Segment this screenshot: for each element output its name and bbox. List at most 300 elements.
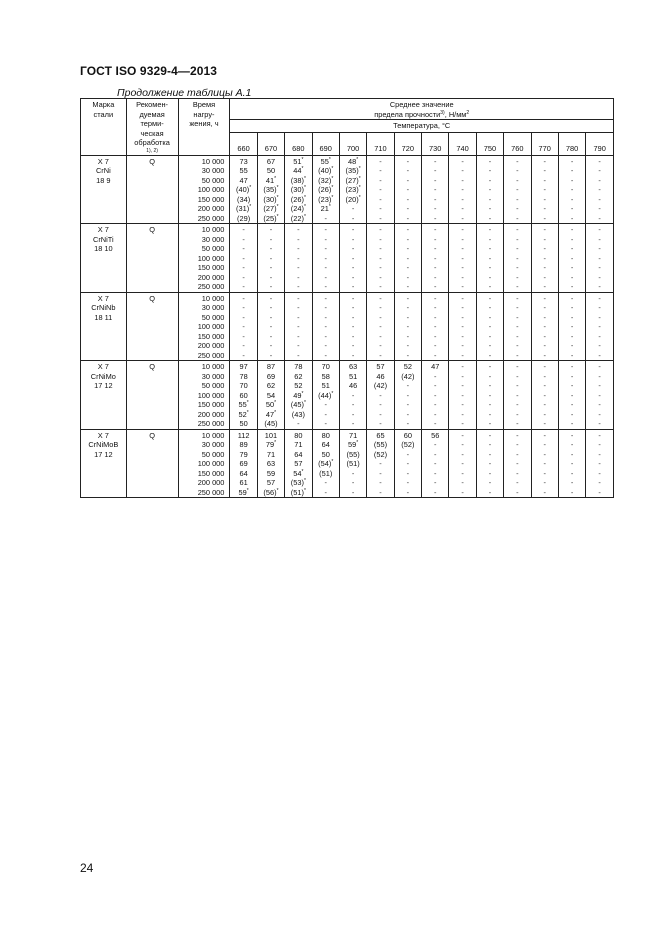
strength-value: - bbox=[543, 253, 546, 263]
strength-cell-740 bbox=[449, 224, 476, 293]
strength-value: - bbox=[516, 371, 519, 381]
temperature-header-670: 670 bbox=[257, 132, 284, 155]
strength-value: - bbox=[379, 350, 382, 360]
strength-value: - bbox=[488, 272, 492, 282]
load-time-value: 200 000 bbox=[197, 409, 225, 419]
strength-value: - bbox=[461, 331, 464, 341]
strength-value: - bbox=[379, 185, 382, 194]
strength-value: (31)* bbox=[236, 204, 252, 213]
temperature-header-700: 700 bbox=[339, 132, 366, 155]
strength-value: - bbox=[406, 253, 410, 263]
strength-value: - bbox=[406, 487, 410, 497]
strength-value: - bbox=[543, 331, 546, 341]
strength-value: - bbox=[488, 409, 492, 419]
strength-value: 64 bbox=[321, 440, 330, 449]
strength-value: - bbox=[543, 468, 546, 478]
strength-value: - bbox=[269, 244, 273, 253]
strength-value: 69 bbox=[239, 459, 248, 468]
strength-value: - bbox=[570, 225, 574, 234]
strength-cell-710 bbox=[367, 292, 394, 361]
strength-value: - bbox=[433, 156, 437, 166]
strength-value: - bbox=[598, 362, 601, 371]
strength-value: - bbox=[379, 390, 382, 400]
load-time-value: 100 000 bbox=[197, 322, 225, 331]
strength-value: - bbox=[297, 253, 300, 263]
strength-cell-710 bbox=[367, 361, 394, 430]
strength-value: - bbox=[543, 225, 546, 234]
strength-value: - bbox=[570, 350, 574, 360]
strength-value: - bbox=[269, 312, 273, 322]
strength-value: - bbox=[461, 293, 464, 303]
temperature-header-690: 690 bbox=[312, 132, 339, 155]
strength-value: - bbox=[324, 400, 327, 409]
load-time-value: 250 000 bbox=[197, 213, 225, 223]
strength-cell-720 bbox=[394, 429, 421, 498]
strength-value: - bbox=[598, 185, 601, 194]
strength-cell-710 bbox=[367, 155, 394, 224]
strength-value: - bbox=[433, 390, 437, 400]
table-body bbox=[81, 155, 614, 498]
strength-value: - bbox=[351, 341, 355, 350]
strength-value: 89 bbox=[239, 440, 248, 449]
strength-value: - bbox=[351, 272, 355, 282]
strength-value: - bbox=[351, 409, 355, 419]
strength-value: - bbox=[570, 213, 574, 223]
strength-value: - bbox=[570, 468, 574, 478]
strength-value: (20)* bbox=[345, 194, 361, 204]
load-time-value: 50 000 bbox=[201, 449, 225, 459]
strength-value: (51)* bbox=[290, 487, 306, 497]
strength-value: - bbox=[543, 244, 546, 253]
temperature-header-790: 790 bbox=[586, 132, 614, 155]
header-strength-unit: , Н/мм bbox=[444, 109, 467, 119]
strength-value: - bbox=[570, 166, 574, 175]
strength-value: (25)* bbox=[263, 213, 279, 223]
strength-value: 71 bbox=[348, 430, 358, 440]
strength-cell-720 bbox=[394, 361, 421, 430]
strength-value: - bbox=[516, 263, 519, 272]
strength-cell-670 bbox=[257, 224, 284, 293]
strength-value: (40)* bbox=[236, 185, 252, 194]
strength-value: - bbox=[570, 409, 574, 419]
strength-value: - bbox=[488, 419, 492, 428]
strength-cell-710 bbox=[367, 224, 394, 293]
strength-value: - bbox=[269, 341, 273, 350]
strength-cell-670 bbox=[257, 361, 284, 430]
strength-value: 49* bbox=[293, 390, 304, 400]
load-time-value: 10 000 bbox=[201, 293, 225, 303]
strength-value: - bbox=[461, 282, 464, 291]
load-time-value: 100 000 bbox=[197, 390, 225, 400]
strength-value: 52* bbox=[238, 409, 249, 419]
strength-value: - bbox=[406, 185, 410, 194]
strength-value: - bbox=[379, 263, 382, 272]
strength-cell-670 bbox=[257, 155, 284, 224]
strength-value: (45) bbox=[264, 419, 278, 428]
strength-cell-770 bbox=[531, 292, 558, 361]
strength-value: - bbox=[379, 487, 382, 497]
strength-value: 65 bbox=[376, 430, 385, 440]
strength-value: - bbox=[461, 487, 464, 497]
strength-value: - bbox=[543, 213, 546, 223]
strength-value: - bbox=[324, 303, 327, 312]
strength-value: - bbox=[516, 390, 519, 400]
page-number: 24 bbox=[80, 861, 94, 875]
strength-value: 87 bbox=[266, 362, 276, 371]
strength-value: - bbox=[488, 156, 492, 166]
strength-value: - bbox=[297, 303, 300, 312]
strength-value: - bbox=[406, 350, 410, 360]
strength-value: (40)* bbox=[318, 166, 334, 175]
strength-value: - bbox=[269, 350, 273, 360]
header-treatment bbox=[126, 99, 178, 156]
strength-value: - bbox=[570, 303, 574, 312]
strength-value: - bbox=[598, 253, 601, 263]
strength-value: - bbox=[379, 400, 382, 409]
strength-value: - bbox=[433, 185, 437, 194]
strength-value: - bbox=[516, 478, 519, 487]
strength-value: - bbox=[433, 204, 437, 213]
strength-value: (30)* bbox=[263, 194, 279, 204]
load-time-value: 50 000 bbox=[201, 312, 225, 322]
strength-value: 21* bbox=[320, 204, 331, 213]
strength-value: - bbox=[269, 272, 273, 282]
strength-cell-770 bbox=[531, 361, 558, 430]
strength-value: - bbox=[570, 331, 574, 341]
strength-value: - bbox=[242, 303, 245, 312]
strength-value: - bbox=[488, 487, 492, 497]
strength-value: - bbox=[269, 263, 273, 272]
strength-value: (52) bbox=[373, 449, 388, 459]
strength-value: - bbox=[406, 468, 410, 478]
strength-value: 50* bbox=[265, 400, 277, 409]
strength-value: (43) bbox=[291, 409, 305, 419]
strength-value: - bbox=[488, 381, 492, 390]
load-time-value: 200 000 bbox=[197, 341, 225, 350]
strength-value: - bbox=[461, 449, 464, 459]
strength-value: - bbox=[351, 293, 355, 303]
strength-value: - bbox=[516, 312, 519, 322]
strength-value: - bbox=[433, 282, 437, 291]
strength-cell-700 bbox=[339, 292, 366, 361]
strength-value: - bbox=[324, 341, 327, 350]
strength-value: - bbox=[433, 253, 437, 263]
strength-value: - bbox=[379, 282, 382, 291]
strength-value: - bbox=[351, 282, 355, 291]
temperature-header-710: 710 bbox=[367, 132, 394, 155]
strength-cell-670 bbox=[257, 429, 284, 498]
strength-value: - bbox=[543, 362, 546, 371]
strength-value: - bbox=[461, 244, 464, 253]
strength-value: 70 bbox=[321, 362, 330, 371]
strength-value: - bbox=[488, 322, 492, 331]
strength-value: - bbox=[379, 459, 382, 468]
load-time-value: 150 000 bbox=[197, 194, 225, 204]
strength-value: - bbox=[488, 440, 492, 449]
strength-value: - bbox=[379, 194, 382, 204]
strength-cell-760 bbox=[504, 224, 531, 293]
strength-value: - bbox=[351, 303, 355, 312]
strength-value: - bbox=[488, 390, 492, 400]
strength-value: - bbox=[516, 156, 519, 166]
strength-value: - bbox=[242, 350, 245, 360]
strength-value: 57 bbox=[266, 478, 276, 487]
strength-value: - bbox=[543, 440, 546, 449]
strength-value: - bbox=[598, 487, 601, 497]
strength-value: - bbox=[488, 430, 492, 440]
strength-value: - bbox=[379, 293, 382, 303]
strength-cell-740 bbox=[449, 155, 476, 224]
strength-value: - bbox=[598, 194, 601, 204]
strength-value: - bbox=[598, 331, 601, 341]
strength-value: - bbox=[488, 213, 492, 223]
strength-value: - bbox=[297, 312, 300, 322]
strength-cell-720 bbox=[394, 292, 421, 361]
strength-value: - bbox=[351, 419, 355, 428]
strength-value: - bbox=[598, 272, 601, 282]
strength-value: - bbox=[543, 487, 546, 497]
header-grade-label: Марка стали bbox=[92, 100, 115, 119]
strength-value: (24)* bbox=[290, 204, 306, 213]
load-time-value: 100 000 bbox=[197, 253, 225, 263]
load-time-value: 30 000 bbox=[201, 371, 225, 381]
strength-value: 57 bbox=[294, 459, 303, 468]
load-time-value: 250 000 bbox=[197, 487, 225, 497]
strength-value: - bbox=[488, 282, 492, 291]
strength-value: - bbox=[242, 244, 245, 253]
strength-value: - bbox=[433, 225, 437, 234]
strength-value: - bbox=[598, 175, 601, 185]
strength-value: - bbox=[433, 487, 437, 497]
strength-value: - bbox=[379, 322, 382, 331]
strength-value: - bbox=[406, 263, 410, 272]
strength-value: - bbox=[598, 371, 601, 381]
strength-value: - bbox=[461, 303, 464, 312]
strength-value: - bbox=[406, 213, 410, 223]
strength-value: - bbox=[406, 234, 410, 244]
strength-value: 64 bbox=[294, 449, 303, 459]
strength-value: - bbox=[488, 166, 492, 175]
strength-cell-670 bbox=[257, 292, 284, 361]
strength-value: - bbox=[598, 312, 601, 322]
temperature-header-740: 740 bbox=[449, 132, 476, 155]
header-treatment-label: Рекомен- дуемая терми- ческая обработка bbox=[134, 100, 170, 147]
strength-value: - bbox=[598, 166, 601, 175]
strength-value: - bbox=[516, 293, 519, 303]
strength-cell-680 bbox=[285, 429, 312, 498]
header-strength-unit-power: 2 bbox=[466, 109, 470, 116]
strength-value: - bbox=[570, 487, 574, 497]
strength-value: - bbox=[488, 194, 492, 204]
strength-value: 112 bbox=[237, 430, 250, 440]
strength-value: - bbox=[488, 341, 492, 350]
strength-value: 59* bbox=[238, 487, 249, 497]
header-time-label: Время нагру- жения, ч bbox=[189, 100, 219, 128]
strength-value: - bbox=[570, 381, 574, 390]
strength-value: - bbox=[406, 331, 410, 341]
strength-value: - bbox=[269, 322, 273, 331]
load-time-value: 10 000 bbox=[201, 362, 225, 371]
strength-value: - bbox=[488, 331, 492, 341]
strength-value: - bbox=[433, 272, 437, 282]
strength-value: - bbox=[461, 263, 464, 272]
load-time-value: 150 000 bbox=[197, 400, 225, 409]
strength-value: - bbox=[488, 400, 492, 409]
strength-value: 55* bbox=[238, 400, 249, 409]
strength-value: - bbox=[406, 390, 410, 400]
strength-cell-780 bbox=[558, 155, 585, 224]
header-strength-line2-wrap bbox=[230, 110, 613, 120]
strength-value: - bbox=[379, 272, 382, 282]
strength-value: - bbox=[242, 272, 245, 282]
strength-value: - bbox=[242, 322, 245, 331]
strength-value: - bbox=[488, 459, 492, 468]
strength-value: - bbox=[461, 185, 464, 194]
load-time-cell bbox=[178, 361, 230, 430]
strength-value: - bbox=[461, 409, 464, 419]
strength-value: (54)* bbox=[318, 459, 334, 468]
strength-value: - bbox=[242, 293, 245, 303]
strength-value: 79 bbox=[239, 449, 248, 459]
strength-value: - bbox=[543, 204, 546, 213]
treatment-cell: Q bbox=[126, 224, 178, 293]
strength-value: - bbox=[461, 175, 464, 185]
strength-value: 57 bbox=[376, 362, 385, 371]
load-time-cell bbox=[178, 429, 230, 498]
strength-value: - bbox=[297, 350, 300, 360]
strength-value: - bbox=[433, 440, 437, 449]
strength-value: - bbox=[406, 341, 410, 350]
strength-value: - bbox=[543, 371, 546, 381]
strength-value: - bbox=[461, 234, 464, 244]
strength-value: 63 bbox=[266, 459, 276, 468]
header-strength-line1: Среднее значение bbox=[389, 100, 454, 109]
strength-value: - bbox=[516, 468, 519, 478]
strength-value: - bbox=[570, 253, 574, 263]
strength-cell-730 bbox=[422, 155, 449, 224]
strength-value: 80 bbox=[294, 430, 303, 440]
strength-value: - bbox=[570, 312, 574, 322]
strength-value: - bbox=[543, 430, 546, 440]
load-time-value: 200 000 bbox=[197, 204, 225, 213]
strength-value: - bbox=[351, 213, 355, 223]
strength-value: - bbox=[488, 449, 492, 459]
strength-value: (30)* bbox=[290, 185, 306, 194]
strength-value: - bbox=[433, 194, 437, 204]
strength-value: - bbox=[488, 175, 492, 185]
strength-value: (51) bbox=[346, 459, 360, 468]
strength-value: 54 bbox=[266, 390, 276, 400]
strength-value: - bbox=[406, 244, 410, 253]
strength-value: - bbox=[461, 322, 464, 331]
strength-value: - bbox=[570, 263, 574, 272]
strength-value: - bbox=[598, 204, 601, 213]
strength-value: - bbox=[461, 341, 464, 350]
strength-value: - bbox=[379, 341, 382, 350]
treatment-cell: Q bbox=[126, 292, 178, 361]
strength-value: (32)* bbox=[318, 175, 334, 185]
strength-cell-700 bbox=[339, 224, 366, 293]
strength-value: - bbox=[543, 350, 546, 360]
strength-value: - bbox=[543, 419, 546, 428]
strength-value: - bbox=[598, 430, 601, 440]
load-time-value: 250 000 bbox=[197, 419, 225, 428]
strength-value: - bbox=[433, 468, 437, 478]
strength-value: - bbox=[461, 204, 464, 213]
strength-cell-710 bbox=[367, 429, 394, 498]
strength-value: - bbox=[461, 225, 464, 234]
strength-value: - bbox=[324, 312, 327, 322]
strength-value: 47 bbox=[239, 175, 248, 185]
strength-value: - bbox=[351, 331, 355, 341]
strength-value: - bbox=[379, 225, 382, 234]
strength-value: - bbox=[297, 341, 300, 350]
strength-value: - bbox=[324, 331, 327, 341]
strength-value: - bbox=[598, 303, 601, 312]
header-strength-line2: предела прочности bbox=[374, 109, 441, 119]
strength-value: (35)* bbox=[345, 166, 361, 175]
table-row bbox=[81, 361, 614, 430]
strength-value: 62 bbox=[266, 381, 276, 390]
strength-value: (26)* bbox=[290, 194, 306, 204]
strength-cell-700 bbox=[339, 155, 366, 224]
steel-grade-cell: X 7 CrNiTi 18 10 bbox=[81, 224, 127, 293]
strength-value: (42) bbox=[373, 381, 388, 390]
strength-value: - bbox=[598, 390, 601, 400]
strength-value: - bbox=[297, 272, 300, 282]
strength-value: 60 bbox=[239, 390, 248, 400]
load-time-value: 10 000 bbox=[201, 225, 225, 234]
strength-cell-660 bbox=[230, 224, 257, 293]
strength-cell-770 bbox=[531, 224, 558, 293]
temperature-header-680: 680 bbox=[285, 132, 312, 155]
strength-value: - bbox=[324, 225, 327, 234]
strength-value: - bbox=[516, 430, 519, 440]
load-time-value: 10 000 bbox=[201, 156, 225, 166]
strength-value: - bbox=[433, 312, 437, 322]
strength-value: - bbox=[297, 263, 300, 272]
strength-value: 51 bbox=[321, 381, 330, 390]
strength-value: - bbox=[543, 312, 546, 322]
strength-value: - bbox=[461, 213, 464, 223]
load-time-cell bbox=[178, 224, 230, 293]
strength-value: - bbox=[516, 175, 519, 185]
strength-value: - bbox=[379, 253, 382, 263]
strength-value: (23)* bbox=[345, 185, 361, 194]
strength-value: - bbox=[433, 341, 437, 350]
temperature-header-760: 760 bbox=[504, 132, 531, 155]
strength-value: - bbox=[406, 204, 410, 213]
strength-value: (51) bbox=[319, 468, 333, 478]
strength-value: 56 bbox=[431, 430, 440, 440]
strength-value: - bbox=[379, 468, 382, 478]
strength-value: - bbox=[598, 478, 601, 487]
strength-cell-750 bbox=[476, 155, 503, 224]
strength-value: - bbox=[461, 419, 464, 428]
load-time-value: 30 000 bbox=[201, 440, 225, 449]
strength-value: - bbox=[297, 322, 300, 331]
strength-value: - bbox=[516, 194, 519, 204]
strength-value: - bbox=[516, 253, 519, 263]
strength-value: (42) bbox=[401, 371, 415, 381]
strength-value: - bbox=[570, 175, 574, 185]
strength-value: - bbox=[543, 341, 546, 350]
strength-cell-790 bbox=[586, 429, 614, 498]
load-time-value: 250 000 bbox=[197, 350, 225, 360]
strength-value: - bbox=[297, 282, 300, 291]
strength-cell-680 bbox=[285, 361, 312, 430]
strength-value: - bbox=[570, 293, 574, 303]
